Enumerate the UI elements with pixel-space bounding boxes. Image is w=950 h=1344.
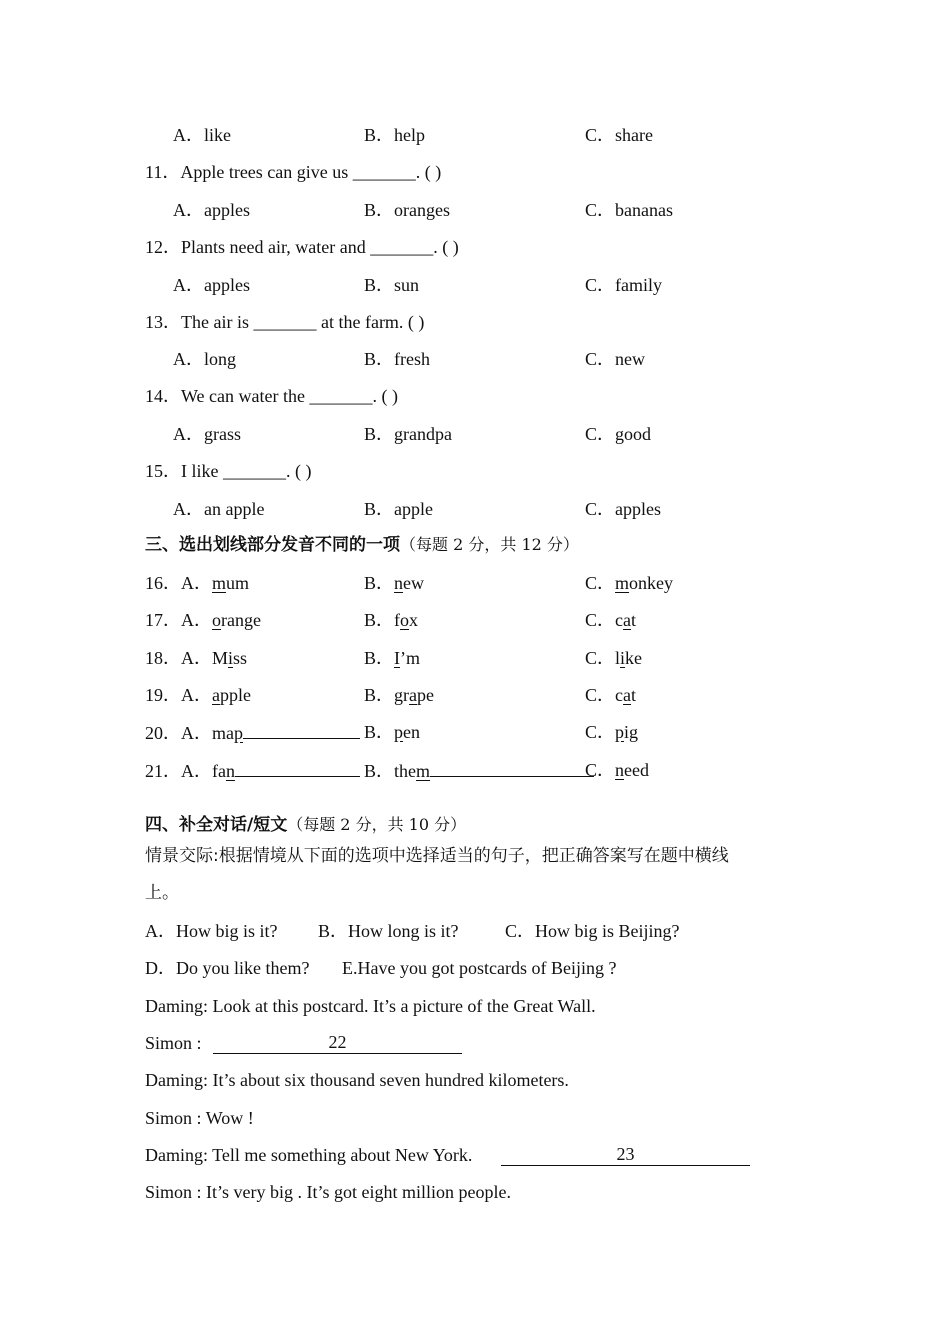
- q15-option-b: B．apple: [364, 499, 433, 519]
- underlined-letters: p: [234, 723, 243, 743]
- q21-option-b: B．them: [364, 758, 594, 783]
- q14-stem: 14．We can water the _______. ( ): [145, 386, 398, 406]
- q18-option-c: C．like: [585, 648, 643, 668]
- underlined-letters: m: [615, 573, 630, 593]
- q16-row-a: [145, 571, 249, 595]
- q20-row-a: 20．A．map: [145, 720, 360, 745]
- q15-stem: 15．I like _______. ( ): [145, 461, 312, 481]
- underline-blank: [235, 758, 360, 777]
- underlined-letters: n: [225, 761, 235, 781]
- choice-e: E.Have you got postcards of Beijing ?: [342, 958, 617, 978]
- dialog-line-6: Simon : It’s very big . It’s got eight million people.: [145, 1182, 511, 1202]
- q17-row-a: 17．A．orange: [145, 610, 261, 630]
- q13-option-a: A．long: [173, 349, 236, 369]
- q17-option-c: C．cat: [585, 610, 637, 630]
- underlined-letters: o: [212, 610, 221, 630]
- q20-number: 20．A．: [145, 723, 212, 743]
- section-3-note: （每题 2 分，共 12 分）: [400, 535, 579, 554]
- q19-number: 19．A．: [145, 685, 212, 705]
- q12-option-b: B．sun: [364, 275, 420, 295]
- underlined-letters: m: [416, 761, 431, 781]
- q21-row-a: 21．A．fan: [145, 758, 360, 783]
- q18-row-a: 18．A．Miss: [145, 648, 248, 668]
- q21-option-c: C．need: [585, 760, 649, 780]
- underlined-letters: p: [394, 722, 404, 742]
- underline-blank: [243, 720, 360, 739]
- dialog-line-4: Simon : Wow !: [145, 1108, 254, 1128]
- q13-option-b: B．fresh: [364, 349, 430, 369]
- answer-blank-22[interactable]: 22: [213, 1031, 462, 1054]
- instructions-line-1: 情景交际:根据情境从下面的选项中选择适当的句子，把正确答案写在题中横线: [145, 846, 729, 866]
- q10-option-b: B．help: [364, 125, 425, 145]
- word-rest: um: [226, 573, 250, 593]
- underlined-letters: n: [615, 760, 625, 780]
- q18-number: 18．A．: [145, 648, 212, 668]
- section-4-note: （每题 2 分，共 10 分）: [287, 815, 467, 834]
- q12-option-c: C．family: [585, 275, 662, 295]
- dialog-line-2-speaker: Simon :: [145, 1033, 202, 1053]
- q14-option-a: A．grass: [173, 424, 241, 444]
- underlined-letters: a: [623, 610, 632, 630]
- q14-option-b: B．grandpa: [364, 424, 452, 444]
- q16-option-b: B．new: [364, 573, 425, 593]
- q12-stem: 12．Plants need air, water and _______. ( ): [145, 237, 459, 257]
- underlined-letters: a: [409, 685, 418, 705]
- q10-option-c: C．share: [585, 125, 653, 145]
- section-3-title: 三、选出划线部分发音不同的一项: [145, 535, 400, 555]
- q18-option-b: B．I’m: [364, 648, 421, 668]
- dialog-line-1: Daming: Look at this postcard. It’s a picture of the Great Wall.: [145, 996, 596, 1016]
- choice-b: B．How long is it?: [318, 921, 459, 941]
- q12-option-a: A．apples: [173, 275, 250, 295]
- q20-option-b: B．pen: [364, 722, 421, 742]
- q11-option-b: B．oranges: [364, 200, 450, 220]
- q11-stem: 11．Apple trees can give us _______. ( ): [145, 162, 442, 182]
- section-4-heading: [145, 813, 466, 837]
- instructions-line-2: 上。: [145, 883, 179, 903]
- q17-option-b: B．fox: [364, 610, 419, 630]
- q15-option-a: A．an apple: [173, 499, 265, 519]
- section-4-title: 四、补全对话/短文: [145, 815, 288, 835]
- q13-stem: 13．The air is _______ at the farm. ( ): [145, 312, 425, 332]
- q19-row-a: 19．A．apple: [145, 685, 251, 705]
- underlined-letters: o: [400, 610, 410, 630]
- choice-d: D．Do you like them?: [145, 958, 310, 978]
- q13-option-c: C．new: [585, 349, 645, 369]
- underlined-letters: i: [228, 648, 234, 668]
- underlined-letters: a: [212, 685, 220, 705]
- section-3-heading: [145, 533, 579, 557]
- q20-option-c: C．pig: [585, 722, 639, 742]
- q10-option-a: A．like: [173, 125, 231, 145]
- q15-option-c: C．apples: [585, 499, 661, 519]
- q11-option-a: A．apples: [173, 200, 250, 220]
- underlined-letters: a: [623, 685, 632, 705]
- dialog-line-5: Daming: Tell me something about New York.: [145, 1145, 473, 1165]
- underlined-letters: I: [394, 648, 401, 668]
- q21-number: 21．A．: [145, 761, 212, 781]
- choice-c: C．How big is Beijing?: [505, 921, 680, 941]
- q11-option-c: C．bananas: [585, 200, 673, 220]
- underline-blank: [430, 758, 594, 777]
- underlined-letters: p: [615, 722, 625, 742]
- underlined-letters: i: [620, 648, 626, 668]
- underlined-letters: n: [394, 573, 404, 593]
- q19-option-b: B．grape: [364, 685, 435, 705]
- q14-option-c: C．good: [585, 424, 652, 444]
- q17-number: 17．A．: [145, 610, 212, 630]
- underlined-letters: m: [212, 573, 227, 593]
- q16-number: 16．A．: [145, 573, 212, 593]
- choice-a: A．How big is it?: [145, 921, 278, 941]
- q19-option-c: C．cat: [585, 685, 637, 705]
- dialog-line-3: Daming: It’s about six thousand seven hundred kilometers.: [145, 1070, 569, 1090]
- answer-blank-23[interactable]: 23: [501, 1143, 750, 1166]
- q16-option-c: C．monkey: [585, 573, 674, 593]
